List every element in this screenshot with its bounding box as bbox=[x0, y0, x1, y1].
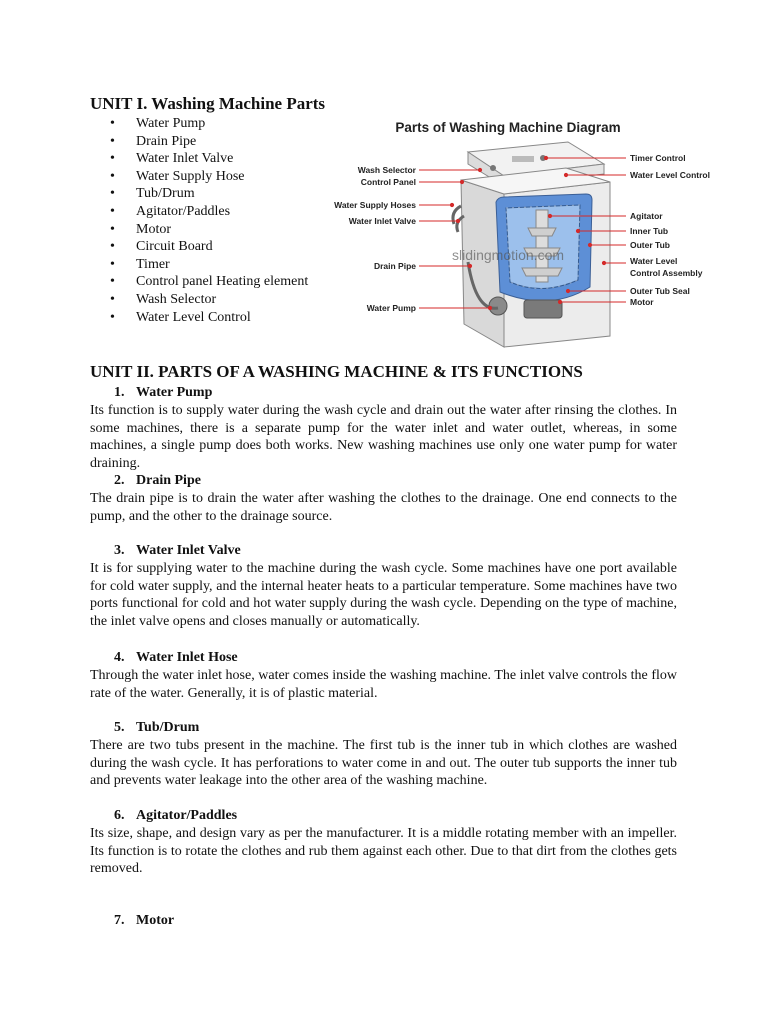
section-title: Motor bbox=[136, 913, 175, 928]
label-water-level-line1: Water Level bbox=[630, 256, 678, 266]
list-item: • Wash Selector bbox=[110, 291, 308, 309]
washing-machine-diagram bbox=[328, 112, 720, 356]
section-heading bbox=[114, 473, 201, 489]
section-title: Water Pump bbox=[136, 385, 213, 400]
unit2-title: UNIT II. PARTS OF A WASHING MACHINE & ITS FUNCTIONS bbox=[90, 362, 583, 381]
label-inner-tub: Inner Tub bbox=[630, 226, 669, 236]
unit1-title: UNIT I. Washing Machine Parts bbox=[90, 94, 326, 113]
section-number: 1. bbox=[114, 385, 125, 400]
label-drain-pipe: Drain Pipe bbox=[373, 261, 416, 271]
list-item: • Drain Pipe bbox=[110, 133, 308, 151]
section-heading bbox=[114, 650, 238, 666]
list-item: • Water Pump bbox=[110, 115, 308, 133]
section-paragraph: Through the water inlet hose, water comes inside the washing machine. The inlet valve controls the flow rate of the water. Generally, it is of plastic material. bbox=[90, 668, 677, 701]
section-paragraph: The drain pipe is to drain the water after washing the clothes to the drainage. One end connects to the pump, and the other to the drainage source. bbox=[90, 491, 677, 524]
section-paragraph: Its function is to supply water during the wash cycle and drain out the water after rinsing the clothes. In some machines, there is a separate pump for the water inlet and water outlet, whereas, in some machines, a single pump does both works. New washing machines use only one water pump for water draining. bbox=[90, 403, 677, 471]
section-heading bbox=[114, 808, 237, 824]
list-item: • Water Supply Hose bbox=[110, 168, 308, 186]
list-item: • Tub/Drum bbox=[110, 185, 308, 203]
label-agitator: Agitator bbox=[630, 211, 663, 221]
label-water-level-line2: Control Assembly bbox=[630, 268, 703, 278]
section-number: 2. bbox=[114, 473, 125, 488]
section-heading bbox=[114, 543, 241, 559]
section-title: Water Inlet Valve bbox=[136, 543, 241, 558]
label-control-panel: Control Panel bbox=[360, 177, 416, 187]
diagram-watermark: slidingmotion.com bbox=[451, 247, 565, 263]
section-title: Tub/Drum bbox=[136, 720, 200, 735]
list-item: • Motor bbox=[110, 221, 308, 239]
diagram-title: Parts of Washing Machine Diagram bbox=[395, 120, 621, 135]
label-water-level-control: Water Level Control bbox=[630, 170, 710, 180]
section-title: Agitator/Paddles bbox=[136, 808, 238, 823]
list-item: • Agitator/Paddles bbox=[110, 203, 308, 221]
list-item: • Control panel Heating element bbox=[110, 273, 308, 291]
label-wash-selector: Wash Selector bbox=[357, 165, 416, 175]
section-number: 4. bbox=[114, 650, 125, 665]
section-paragraph: Its size, shape, and design vary as per the manufacturer. It is a middle rotating member with an impeller. Its function is to rotate the clothes and rub them against each other. Due to that dirt from the clothes gets removed. bbox=[90, 826, 677, 877]
section-title: Drain Pipe bbox=[136, 473, 201, 488]
section-number: 5. bbox=[114, 720, 125, 735]
list-item: • Timer bbox=[110, 256, 308, 274]
section-number: 6. bbox=[114, 808, 125, 823]
label-outer-tub: Outer Tub bbox=[630, 240, 670, 250]
list-item: • Water Level Control bbox=[110, 309, 308, 327]
label-outer-tub-seal: Outer Tub Seal bbox=[630, 286, 690, 296]
label-water-inlet-valve: Water Inlet Valve bbox=[348, 216, 416, 226]
label-water-supply-hoses: Water Supply Hoses bbox=[334, 200, 416, 210]
label-motor: Motor bbox=[630, 297, 654, 307]
list-item: • Water Inlet Valve bbox=[110, 150, 308, 168]
parts-list bbox=[110, 115, 308, 326]
label-timer-control: Timer Control bbox=[630, 153, 686, 163]
list-item: • Circuit Board bbox=[110, 238, 308, 256]
section-heading bbox=[114, 913, 174, 929]
section-heading bbox=[114, 385, 212, 401]
label-water-pump: Water Pump bbox=[366, 303, 416, 313]
section-heading bbox=[114, 720, 199, 736]
section-paragraph: It is for supplying water to the machine during the wash cycle. Some machines have one port available for cold water supply, and the internal heater heats to a particular temperature. Some machines have two ports functional for cold and hot water supply during the wash cycle. Depending on the type of machine, the inlet valve opens and closes manually or automatically. bbox=[90, 561, 677, 629]
section-number: 3. bbox=[114, 543, 125, 558]
section-number: 7. bbox=[114, 913, 125, 928]
washing-machine-illustration bbox=[453, 142, 610, 347]
section-title: Water Inlet Hose bbox=[136, 650, 238, 665]
section-paragraph: There are two tubs present in the machine. The first tub is the inner tub in which clothes are washed during the wash cycle. It has perforations to water come in and out. The outer tub supports the inner tub and prevents water leakage into the other area of the washing machine. bbox=[90, 738, 677, 789]
